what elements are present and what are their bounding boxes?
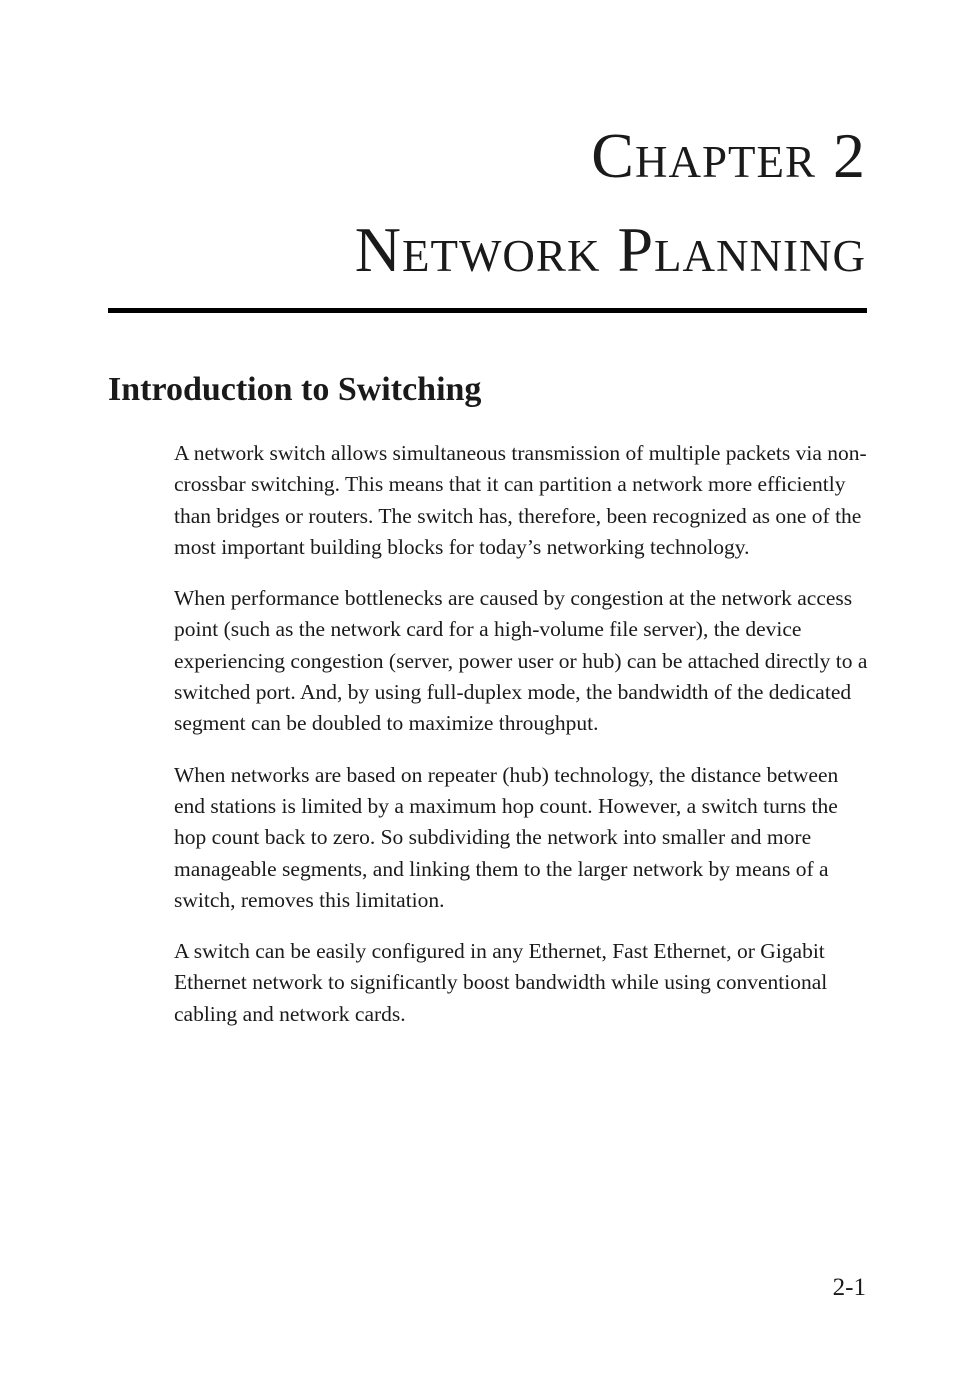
paragraph-3: When networks are based on repeater (hub) technology, the distance between end stations is limited by a maximum hop count. However, a switch turns the hop count back to zero. So subdividing the network into smaller and more manageable segments, and linking them to the larger network by means of a switch, removes this limitation. [174,762,839,912]
section-body [174,438,868,1050]
paragraph-1: A network switch allows simultaneous transmission of multiple packets via non-crossbar switching. This means that it can partition a network more efficiently than bridges or routers. The switch has, therefore, been recognized as one of the most important building blocks for today’s networking technology. [174,441,867,559]
page-number: 2-1 [832,1274,866,1301]
chapter-divider-rule [108,308,867,313]
chapter-number: Chapter 2 [591,120,866,191]
chapter-title: Network Planning [354,214,866,285]
paragraph-4: A switch can be easily configured in any Ethernet, Fast Ethernet, or Gigabit Ethernet network to significantly boost bandwidth while using conventional cabling and network cards. [174,939,828,1026]
paragraph-2: When performance bottlenecks are caused by congestion at the network access point (such as the network card for a high-volume file server), the device experiencing congestion (server, power user or hub) can be attached directly to a switched port. And, by using full-duplex mode, the bandwidth of the dedicated segment can be doubled to maximize throughput. [174,586,868,736]
section-heading: Introduction to Switching [108,371,482,408]
